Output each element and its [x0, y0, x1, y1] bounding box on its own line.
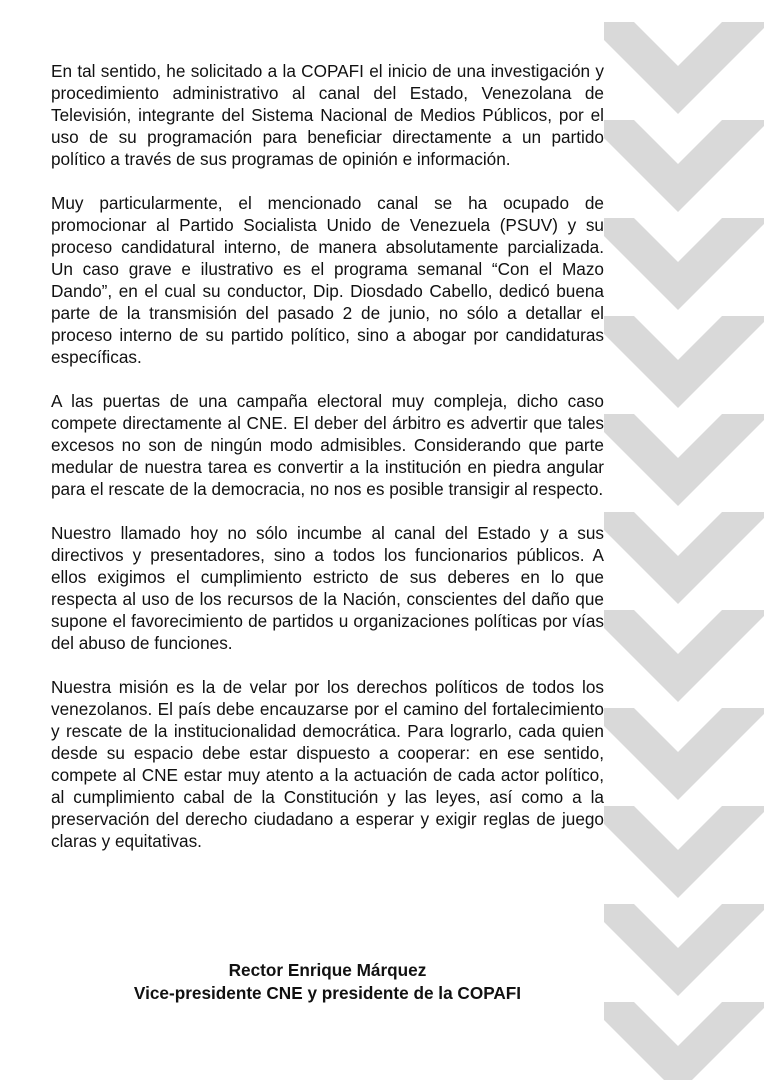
- chevron-shape: [604, 512, 764, 604]
- paragraph-4: Nuestro llamado hoy no sólo incumbe al canal del Estado y a sus directivos y presentadores, sino a todos los funcionarios públicos. A ellos exigimos el cumplimiento estricto de sus deberes en lo que respecta al uso de los recursos de la Nación, conscientes del daño que supone el favorecimiento de partidos u organizaciones políticas por vías del abuso de funciones.: [51, 523, 604, 653]
- chevron-shape: [604, 414, 764, 506]
- paragraph-2: Muy particularmente, el mencionado canal se ha ocupado de promocionar al Partido Socialista Unido de Venezuela (PSUV) y su proceso candidatural interno, de manera absolutamente parcializada. Un caso grave e ilustrativo es el programa semanal “Con el Mazo Dando”, en el cual su conductor, Dip. Diosdado Cabello, dedicó buena parte de la transmisión del pasado 2 de junio, no sólo a detallar el proceso interno de su partido político, sino a abogar por candidaturas específicas.: [51, 193, 604, 367]
- chevron-shape: [604, 316, 764, 408]
- paragraph-5: Nuestra misión es la de velar por los derechos políticos de todos los venezolanos. El país debe encauzarse por el camino del fortalecimiento y rescate de la institucionalidad democrática. Para lograrlo, cada quien desde su espacio debe estar dispuesto a cooperar: en ese sentido, compete al CNE estar muy atento a la actuación de cada actor político, al cumplimiento cabal de la Constitución y las leyes, así como a la preservación del derecho ciudadano a esperar y exigir reglas de juego claras y equitativas.: [51, 677, 604, 851]
- paragraph-1: En tal sentido, he solicitado a la COPAFI el inicio de una investigación y procedimiento administrativo al canal del Estado, Venezolana de Televisión, integrante del Sistema Nacional de Medios Públicos, por el uso de su programación para beneficiar directamente a un partido político a través de sus programas de opinión e información.: [51, 61, 604, 169]
- signature-title: Vice-presidente CNE y presidente de la COPAFI: [133, 983, 522, 1003]
- chevron-shape: [604, 120, 764, 212]
- signature-block: [51, 959, 604, 1005]
- chevron-shape: [604, 806, 764, 898]
- chevron-shape: [604, 218, 764, 310]
- chevron-shape: [604, 708, 764, 800]
- chevron-shape: [604, 610, 764, 702]
- chevron-shape: [604, 904, 764, 996]
- chevron-shape: [604, 22, 764, 114]
- chevron-pattern-decoration: [590, 0, 764, 1080]
- chevron-shape: [604, 1002, 764, 1080]
- signature-name: Rector Enrique Márquez: [228, 960, 427, 980]
- paragraph-3: A las puertas de una campaña electoral muy compleja, dicho caso compete directamente al CNE. El deber del árbitro es advertir que tales excesos no son de ningún modo admisibles. Considerando que parte medular de nuestra tarea es convertir a la institución en piedra angular para el rescate de la democracia, no nos es posible transigir al respecto.: [51, 391, 604, 499]
- document-body: [51, 60, 604, 874]
